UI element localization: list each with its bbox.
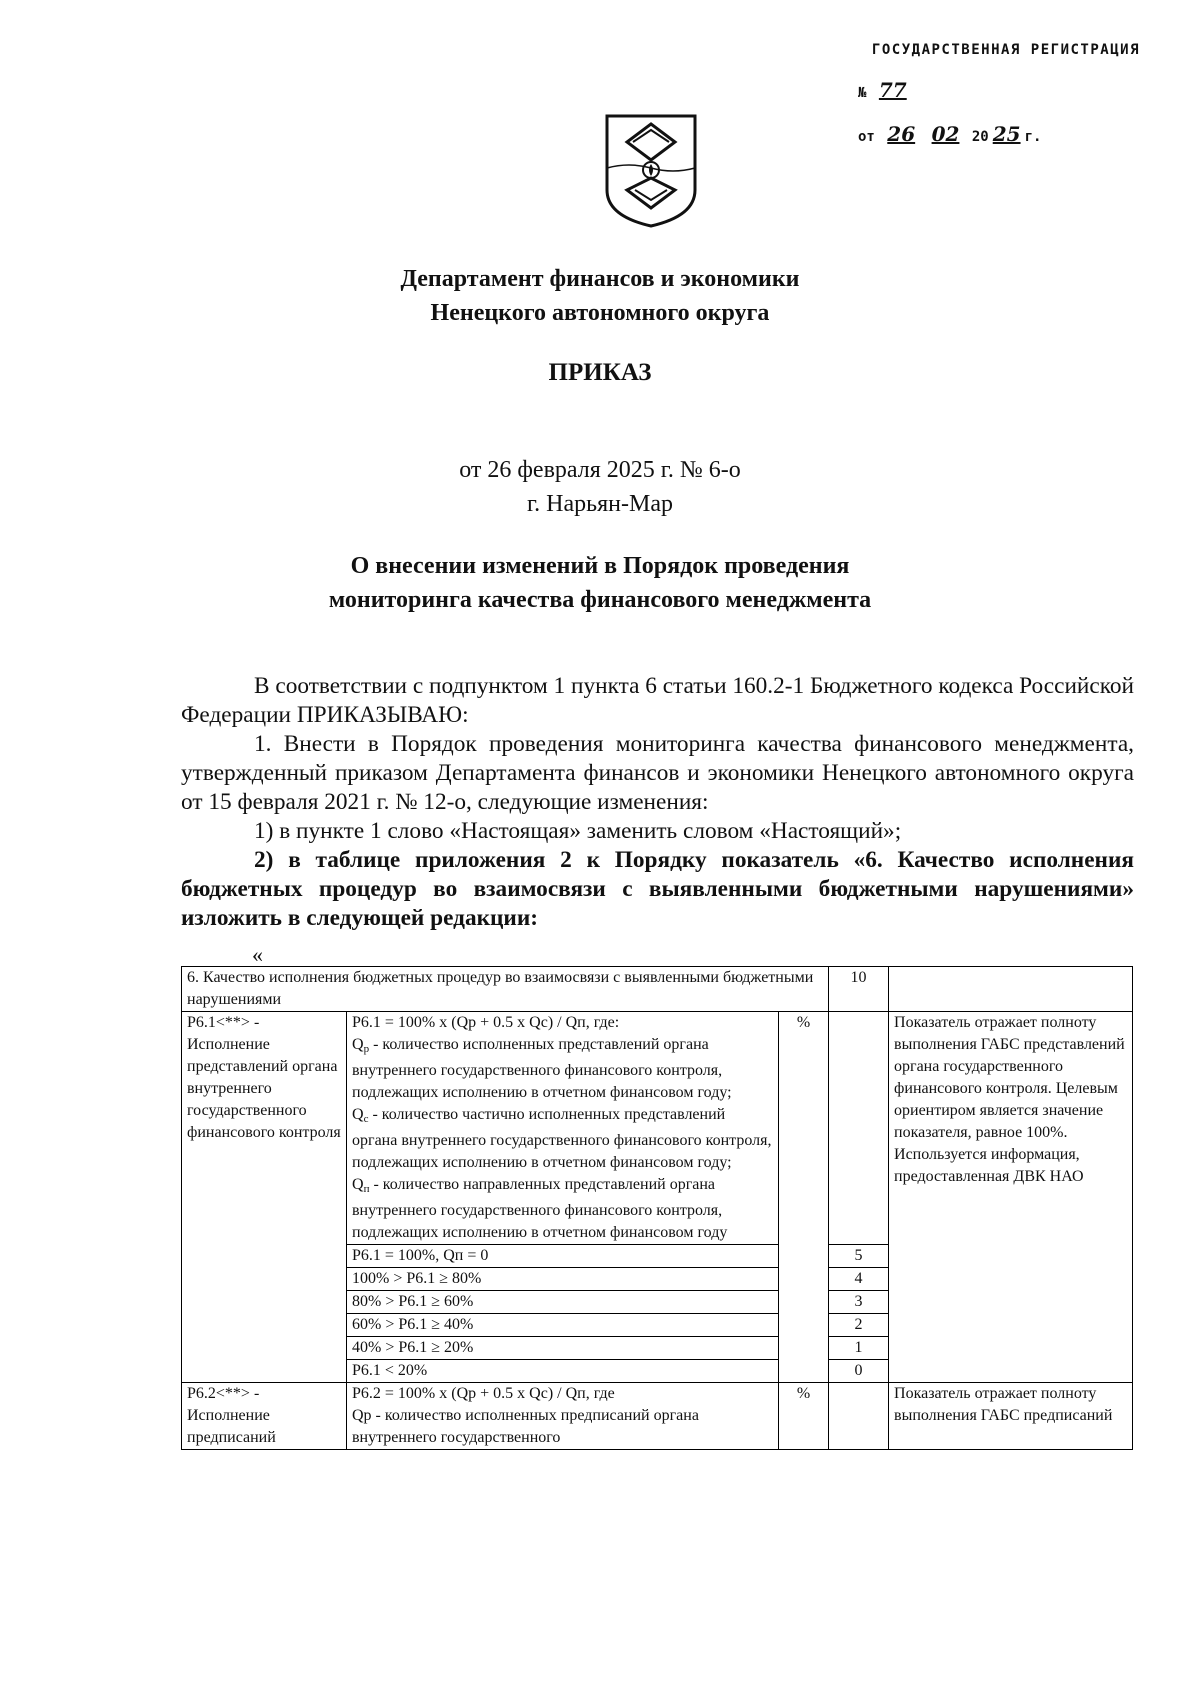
r62-unit: % (779, 1383, 829, 1450)
registration-date-line (858, 122, 1140, 146)
table-cell (829, 1012, 889, 1245)
qn-subscript: п (363, 1183, 370, 1195)
score-value: 3 (829, 1291, 889, 1314)
department-line-1: Департамент финансов и экономики (400, 266, 800, 292)
indicator-table (181, 966, 1133, 1450)
table-row (182, 1383, 1133, 1450)
paragraph-basis: В соответствии с подпунктом 1 пункта 6 статьи 160.2-1 Бюджетного кодекса Российской Федерации ПРИКАЗЫВАЮ: (181, 673, 1134, 728)
score-value: 5 (829, 1245, 889, 1268)
registration-number: 77 (878, 78, 907, 102)
department-line-2: Ненецкого автономного округа (430, 300, 770, 326)
table-cell (889, 967, 1133, 1012)
document-date-block (0, 453, 1200, 521)
score-condition: Р6.1 < 20% (347, 1360, 779, 1383)
registration-month: 02 (931, 122, 960, 146)
r61-qn (352, 1174, 773, 1244)
registration-day: 26 (887, 122, 916, 146)
subject-line-2: мониторинга качества финансового менеджмента (328, 587, 872, 613)
paragraph-item-1: 1. Внести в Порядок проведения мониторинга качества финансового менеджмента, утвержденный приказом Департамента финансов и экономики Ненецкого автономного округа от 15 февраля 2021 г. № 12-о, следующие изменения: (181, 731, 1134, 815)
table-cell (829, 1383, 889, 1450)
qc-subscript: с (363, 1113, 369, 1125)
year-prefix: 20 (971, 129, 989, 145)
qp-text: - количество исполненных представлений органа внутреннего государственного финансового контроля, подлежащих исполнению в отчетном финансовом году; (352, 1036, 732, 1101)
score-value: 0 (829, 1360, 889, 1383)
number-label: № (858, 85, 867, 101)
qn-symbol: Q (352, 1176, 364, 1193)
registration-year: 25 (992, 122, 1021, 146)
qc-symbol: Q (352, 1106, 364, 1123)
quote-open: « (252, 942, 263, 967)
subject-line-1: О внесении изменений в Порядок проведения (350, 553, 850, 579)
coat-of-arms-icon (603, 112, 699, 230)
r62-description (347, 1383, 779, 1450)
document-date: от 26 февраля 2025 г. № 6-о (459, 457, 741, 483)
r61-qc (352, 1104, 773, 1174)
department-name (0, 262, 1200, 330)
score-condition: 80% > Р6.1 ≥ 60% (347, 1291, 779, 1314)
r62-line-2: Qр - количество исполненных предписаний органа внутреннего государственного (352, 1407, 699, 1446)
paragraph-subitem-1: 1) в пункте 1 слово «Настоящая» заменить словом «Настоящий»; (254, 818, 902, 844)
r62-name: Р6.2<**> - Исполнение предписаний (182, 1383, 347, 1450)
document-subject (0, 549, 1200, 617)
score-value: 2 (829, 1314, 889, 1337)
document-type: ПРИКАЗ (548, 359, 652, 386)
r62-comment: Показатель отражает полноту выполнения ГАБС предписаний (889, 1383, 1133, 1450)
qp-subscript: р (363, 1043, 370, 1055)
qc-text: - количество частично исполненных представлений органа внутреннего государственного финансового контроля, подлежащих исполнению в отчетном финансовом году; (352, 1106, 772, 1171)
score-value: 4 (829, 1268, 889, 1291)
table-row (182, 967, 1133, 1012)
r61-qp (352, 1034, 773, 1104)
table-header-title: 6. Качество исполнения бюджетных процедур во взаимосвязи с выявленными бюджетными нарушениями (182, 967, 829, 1012)
r61-comment: Показатель отражает полноту выполнения ГАБС представлений органа государственного финансового контроля. Целевым ориентиром является значение показателя, равное 100%. Используется информация, предоставленная ДВК НАО (889, 1012, 1133, 1383)
paragraph-subitem-2: 2) в таблице приложения 2 к Порядку показатель «6. Качество исполнения бюджетных процедур во взаимосвязи с выявленными бюджетными нарушениями» изложить в следующей редакции: (181, 847, 1134, 931)
r61-formula: Р6.1 = 100% x (Qр + 0.5 x Qс) / Qп, где: (352, 1014, 620, 1031)
score-condition: 60% > Р6.1 ≥ 40% (347, 1314, 779, 1337)
score-value: 1 (829, 1337, 889, 1360)
r61-name: Р6.1<**> - Исполнение представлений органа внутреннего государственного финансового контроля (182, 1012, 347, 1383)
registration-header: ГОСУДАРСТВЕННАЯ РЕГИСТРАЦИЯ (871, 42, 1140, 58)
table-row (182, 1012, 1133, 1245)
registration-stamp (840, 42, 1140, 146)
r62-formula: Р6.2 = 100% x (Qр + 0.5 x Qс) / Qп, где (352, 1385, 615, 1402)
score-condition: 40% > Р6.1 ≥ 20% (347, 1337, 779, 1360)
registration-number-line (858, 78, 1140, 102)
score-condition: Р6.1 = 100%, Qп = 0 (347, 1245, 779, 1268)
qp-symbol: Q (352, 1036, 364, 1053)
r61-description (347, 1012, 779, 1245)
document-city: г. Нарьян-Мар (527, 491, 673, 517)
date-prefix: от (858, 129, 875, 145)
table-header-weight: 10 (829, 967, 889, 1012)
score-condition: 100% > Р6.1 ≥ 80% (347, 1268, 779, 1291)
r61-unit: % (779, 1012, 829, 1383)
year-tail: г. (1024, 129, 1042, 145)
document-body (181, 672, 1134, 933)
qn-text: - количество направленных представлений органа внутреннего государственного финансового контроля, подлежащих исполнению в отчетном финансовом году (352, 1176, 728, 1241)
